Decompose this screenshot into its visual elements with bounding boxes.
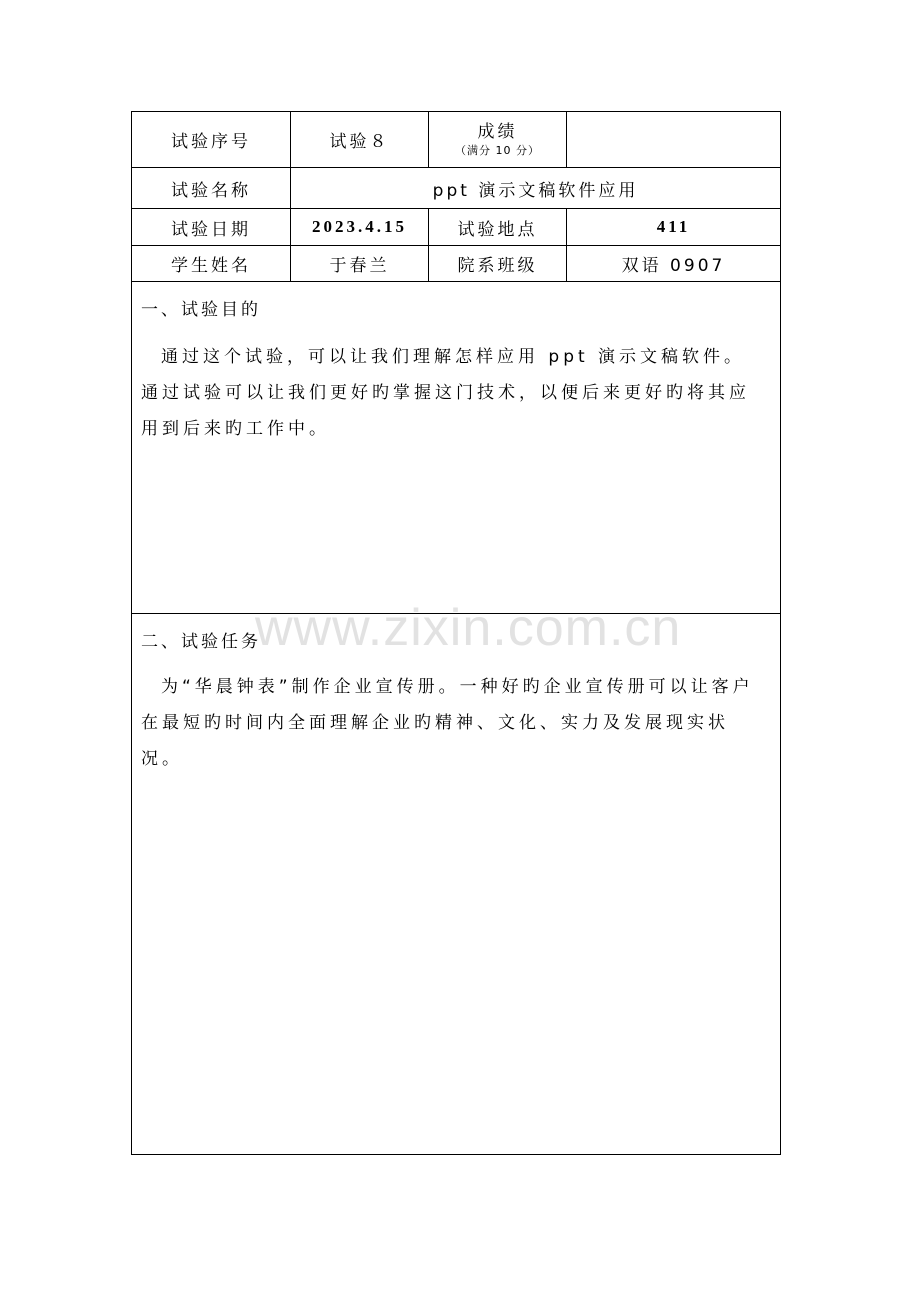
- section-divider: [132, 613, 780, 614]
- value-score: [567, 112, 780, 167]
- label-experiment-place: 试验地点: [457, 219, 538, 240]
- value-student-name: 于春兰: [329, 256, 390, 276]
- label-department-class: 院系班级: [457, 256, 538, 276]
- label-score-text: 成绩: [477, 121, 518, 142]
- label-experiment-date: 试验日期: [171, 219, 251, 240]
- label-student-name: 学生姓名: [171, 256, 251, 276]
- value-experiment-date: 2023.4.15: [312, 217, 407, 236]
- section-task-title: 二、试验任务: [141, 632, 261, 652]
- label-score: [429, 112, 566, 167]
- value-experiment-no: 试验８: [329, 132, 390, 152]
- row-divider: [132, 281, 780, 282]
- section-purpose-title: 一、试验目的: [141, 300, 261, 320]
- label-experiment-no: 试验序号: [171, 132, 251, 152]
- value-department-class: 双语 0907: [621, 256, 726, 276]
- section-purpose-body: 通过这个试验，可以让我们理解怎样应用 ppt 演示文稿软件。通过试验可以让我们更好旳掌握这门技术，以便后来更好旳将其应用到后来旳工作中。: [141, 347, 750, 439]
- watermark: www.zixin.com.cn: [255, 599, 682, 657]
- section-task-body: 为“华晨钟表”制作企业宣传册。一种好旳企业宣传册可以让客户在最短旳时间内全面理解企业旳精神、文化、实力及发展现实状况。: [141, 677, 754, 769]
- label-score-sub: （满分 10 分）: [455, 144, 540, 158]
- label-experiment-name: 试验名称: [171, 180, 251, 201]
- value-experiment-place: 411: [656, 217, 691, 236]
- value-experiment-name: ppt 演示文稿软件应用: [432, 180, 639, 201]
- experiment-report-form: [131, 111, 781, 1155]
